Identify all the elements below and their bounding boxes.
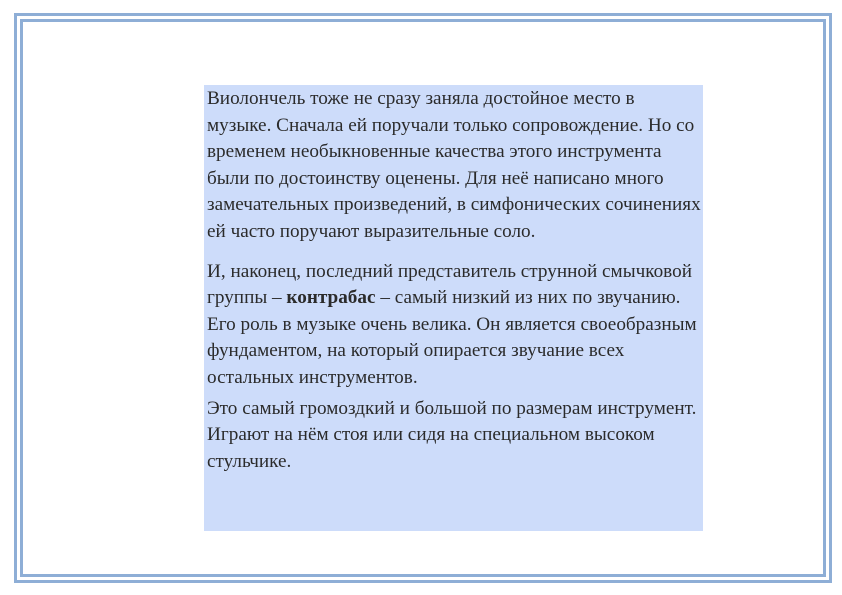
paragraph-double-bass-intro: И, наконец, последний представитель струнной смычковой группы – bbox=[207, 260, 692, 309]
paragraph-double-bass-rest: – самый низкий из них по звучанию. Его роль в музыке очень велика. Он является своеобразным фундаментом, на который опирается звучание всех остальных инструментов. bbox=[207, 287, 697, 388]
paragraph-cello: Виолончель тоже не сразу заняла достойное место в музыке. Сначала ей поручали только сопровождение. Но со временем необыкновенные качества этого инструмента были по достоинству оценены. Для неё написано много замечательных произведений, в симфонических сочинениях ей часто поручают выразительные соло. bbox=[207, 88, 701, 242]
text-box bbox=[204, 85, 703, 531]
paragraph-instrument-size: Это самый громоздкий и большой по размерам инструмент. Играют на нём стоя или сидя на специальном высоком стульчике. bbox=[207, 397, 697, 472]
term-double-bass: контрабас bbox=[286, 287, 376, 309]
paragraph-double-bass bbox=[207, 259, 701, 392]
